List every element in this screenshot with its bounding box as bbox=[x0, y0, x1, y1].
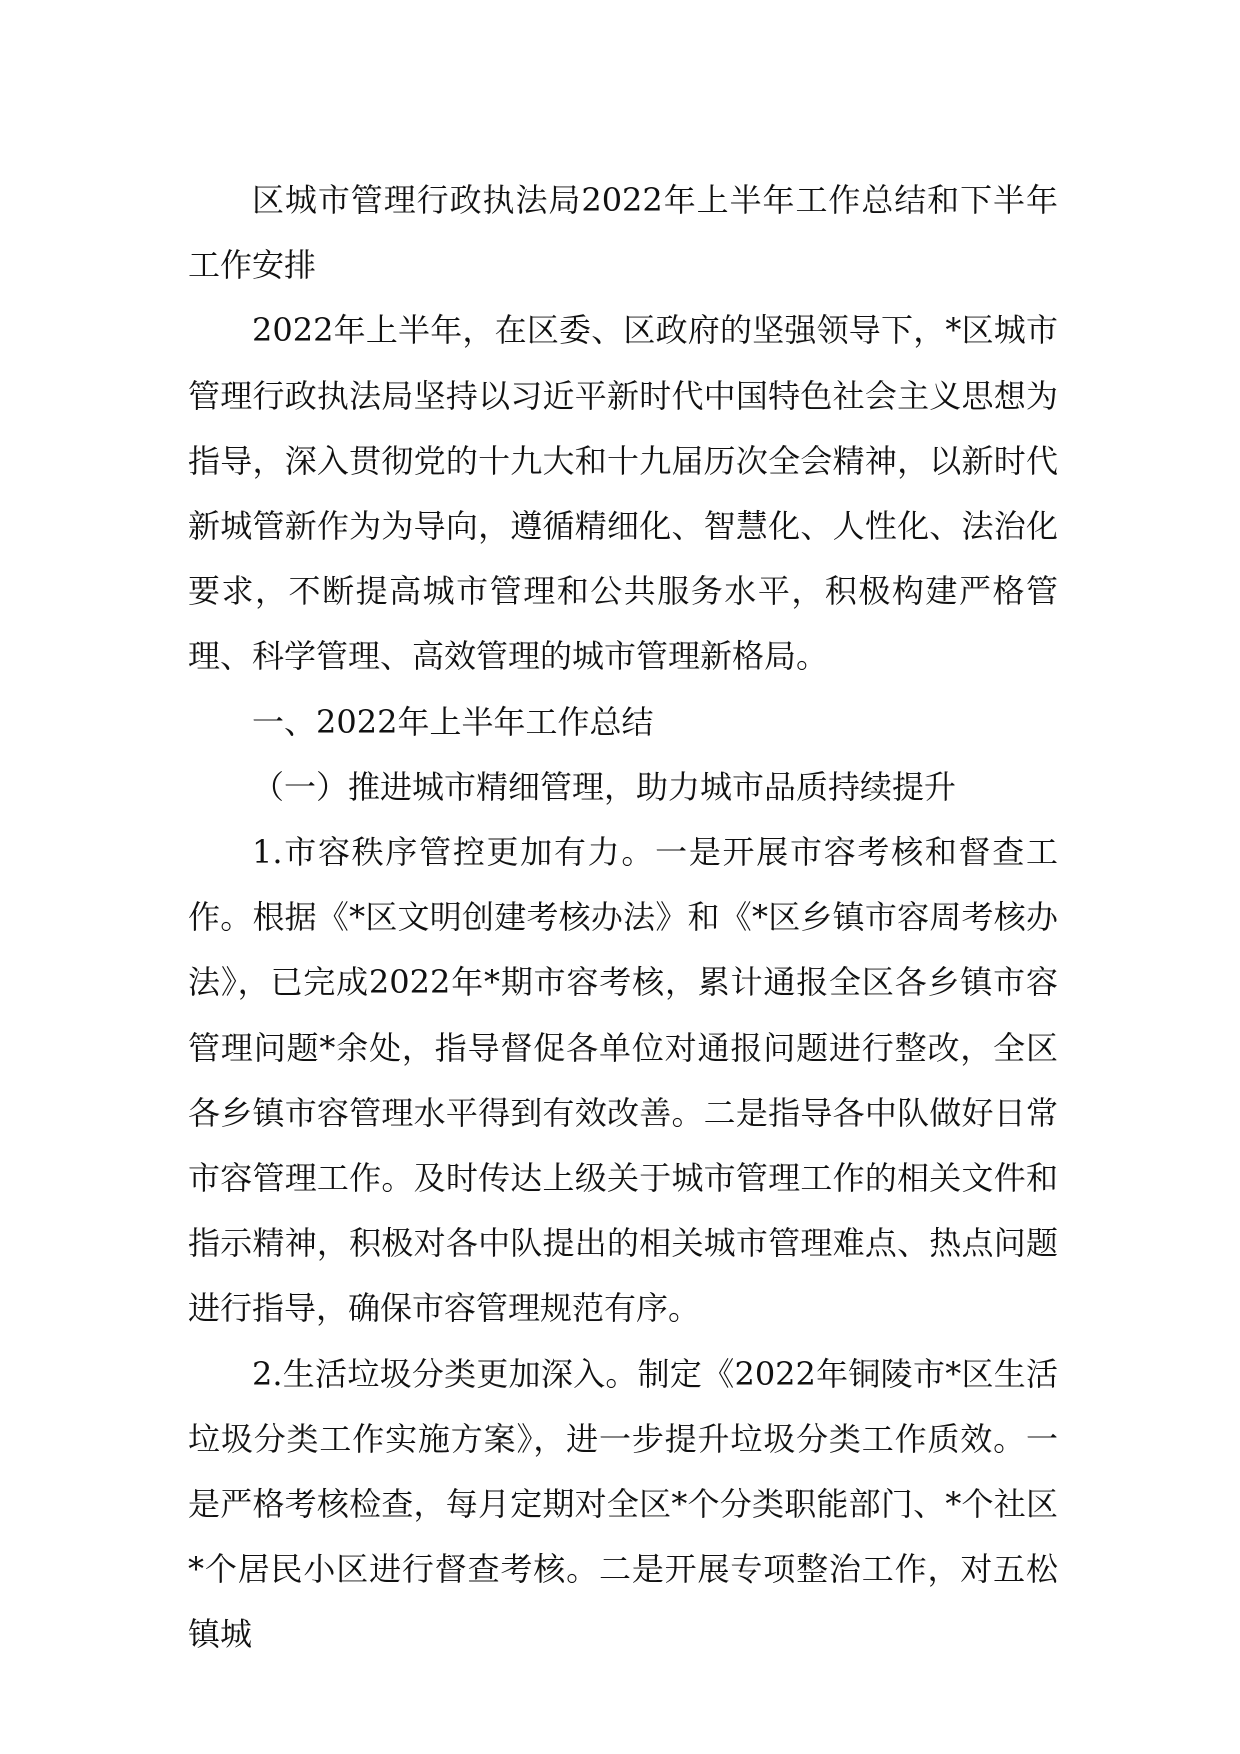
body-paragraph: 2.生活垃圾分类更加深入。制定《2022年铜陵市*区生活垃圾分类工作实施方案》，进一步提升垃圾分类工作质效。一是严格考核检查，每月定期对全区*个分类职能部门、*个社区*个居民小区进行督查考核。二是开展专项整治工作，对五松镇城 bbox=[188, 1354, 1058, 1654]
intro-paragraph: 2022年上半年，在区委、区政府的坚强领导下，*区城市管理行政执法局坚持以习近平新时代中国特色社会主义思想为指导，深入贯彻党的十九大和十九届历次全会精神，以新时代新城管新作为为导向，遵循精细化、智慧化、人性化、法治化要求，不断提高城市管理和公共服务水平，积极构建严格管理、科学管理、高效管理的城市管理新格局。 bbox=[188, 311, 1058, 676]
document-body bbox=[188, 168, 1058, 1668]
body-paragraph: 1.市容秩序管控更加有力。一是开展市容考核和督查工作。根据《*区文明创建考核办法》和《*区乡镇市容周考核办法》，已完成2022年*期市容考核，累计通报全区各乡镇市容管理问题*余处，指导督促各单位对通报问题进行整改，全区各乡镇市容管理水平得到有效改善。二是指导各中队做好日常市容管理工作。及时传达上级关于城市管理工作的相关文件和指示精神，积极对各中队提出的相关城市管理难点、热点问题进行指导，确保市容管理规范有序。 bbox=[188, 833, 1058, 1328]
section-heading: 一、2022年上半年工作总结 bbox=[252, 702, 654, 741]
subsection-heading: （一）推进城市精细管理，助力城市品质持续提升 bbox=[252, 767, 957, 806]
document-title: 区城市管理行政执法局2022年上半年工作总结和下半年工作安排 bbox=[188, 181, 1058, 285]
